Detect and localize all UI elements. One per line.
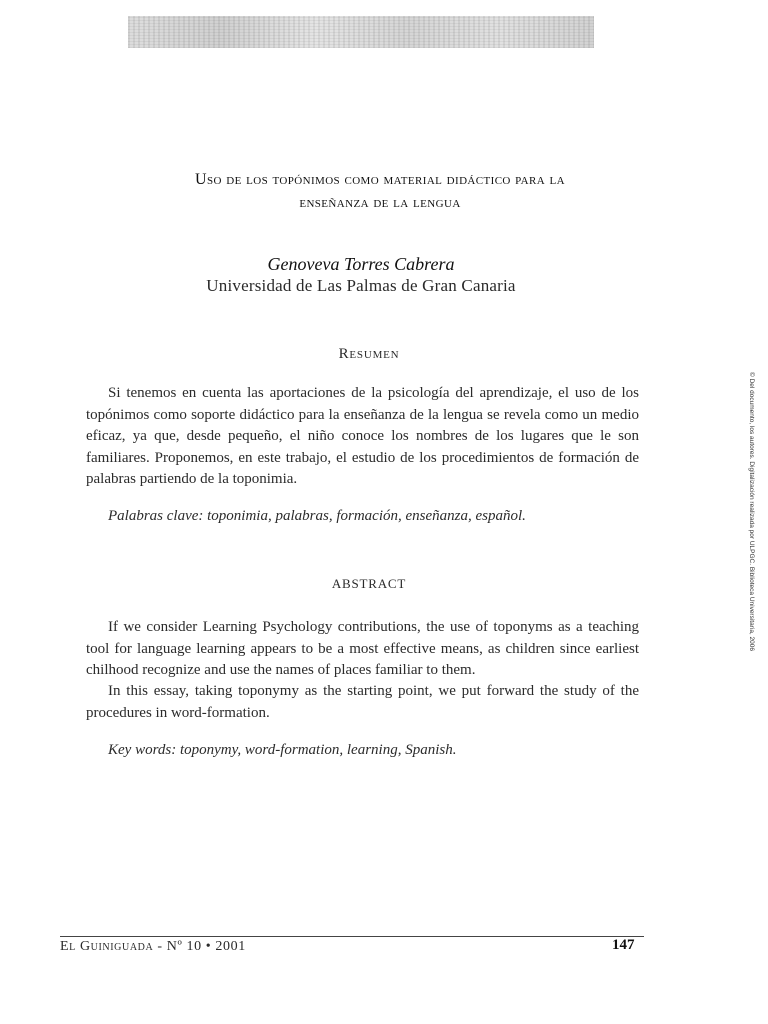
scanned-header-artifact [128, 16, 594, 48]
abstract-text-1: If we consider Learning Psychology contributions, the use of toponyms as a teaching tool for language learning appears to be a most effective means, as children since earliest chilhood recognize and use the names of places familiar to them. [86, 619, 639, 678]
keywords-spanish: Palabras clave: toponimia, palabras, formación, enseñanza, español. [108, 508, 526, 524]
author-affiliation: Universidad de Las Palmas de Gran Canaria [206, 276, 516, 295]
resumen-paragraph [86, 383, 639, 491]
abstract-text-2: In this essay, taking toponymy as the starting point, we put forward the study of the procedures in word-formation. [86, 683, 639, 721]
footer-journal-info: El Guiniguada - Nº 10 • 2001 [60, 939, 246, 954]
keywords-english: Key words: toponymy, word-formation, learning, Spanish. [108, 742, 457, 758]
paper-title [60, 168, 700, 214]
resumen-text: Si tenemos en cuenta las aportaciones de la psicología del aprendizaje, el uso de los topónimos como soporte didáctico para la enseñanza de la lengua se revela como un medio eficaz, ya que, desde pequeño, el niño conoce los nombres de los lugares que le son familiares. Proponemos, en este trabajo, el estudio de los procedimientos de formación de palabras partiendo de la toponimia. [86, 385, 639, 487]
copyright-side-note: © Del documento, los autores. Digitalización realizada por ULPGC. Biblioteca Universitaria, 2006 [748, 372, 755, 652]
author-name: Genoveva Torres Cabrera [267, 254, 455, 274]
page-number: 147 [612, 937, 635, 953]
abstract-paragraph-1 [86, 617, 639, 682]
footer-divider [60, 936, 644, 937]
abstract-paragraph-2 [86, 681, 639, 724]
paper-title-line-1: Uso de los topónimos como material didáctico para la [195, 171, 565, 188]
resumen-heading: Resumen [338, 346, 400, 362]
paper-title-line-2: enseñanza de la lengua [299, 194, 461, 211]
abstract-heading: ABSTRACT [331, 576, 407, 591]
